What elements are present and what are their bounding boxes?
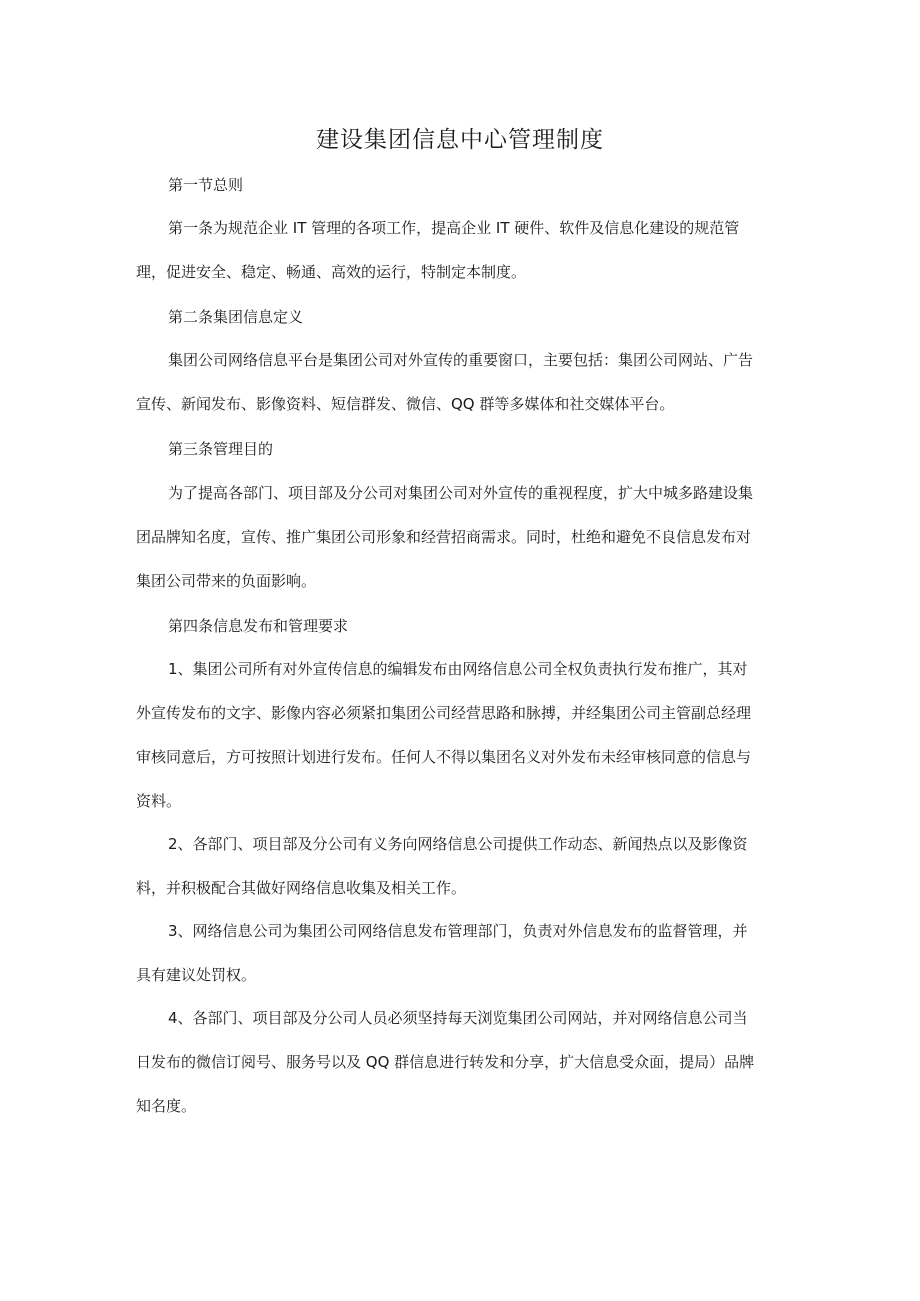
paragraph-line: 理，促进安全、稳定、畅通、高效的运行，特制定本制度。 — [136, 263, 527, 281]
article-3-heading: 第三条管理目的 — [168, 440, 274, 458]
paragraph-line: 料，并积极配合其做好网络信息收集及相关工作。 — [136, 879, 467, 897]
paragraph-line: 团品牌知名度，宣传、推广集团公司形象和经营招商需求。同时，杜绝和避免不良信息发布对 — [136, 528, 752, 546]
section-heading: 第一节总则 — [168, 176, 244, 194]
paragraph-line: 集团公司带来的负面影响。 — [136, 572, 317, 590]
paragraph-line: 1、集团公司所有对外宣传信息的编辑发布由网络信息公司全权负责执行发布推广，其对 — [168, 660, 748, 678]
requirement-3-paragraph — [136, 909, 782, 997]
paragraph-line: 日发布的微信订阅号、服务号以及 QQ 群信息进行转发和分享，扩大信息受众面，提局）品牌 — [136, 1053, 755, 1071]
article-1-paragraph — [136, 206, 782, 294]
requirement-4-paragraph — [136, 996, 782, 1128]
paragraph-line: 3、网络信息公司为集团公司网络信息发布管理部门，负责对外信息发布的监督管理，并 — [168, 922, 748, 940]
paragraph-line: 4、各部门、项目部及分公司人员必须坚持每天浏览集团公司网站，并对网络信息公司当 — [168, 1009, 748, 1027]
article-2-paragraph — [136, 338, 782, 426]
paragraph-line: 2、各部门、项目部及分公司有义务向网络信息公司提供工作动态、新闻热点以及影像资 — [168, 835, 748, 853]
requirement-2-paragraph — [136, 822, 782, 910]
paragraph-line: 具有建议处罚权。 — [136, 966, 257, 984]
paragraph-line: 第一条为规范企业 IT 管理的各项工作，提高企业 IT 硬件、软件及信息化建设的规范管 — [168, 219, 740, 237]
paragraph-line: 集团公司网络信息平台是集团公司对外宣传的重要窗口，主要包括：集团公司网站、广告 — [168, 351, 754, 369]
requirement-1-paragraph — [136, 647, 782, 823]
article-2-heading: 第二条集团信息定义 — [168, 308, 304, 326]
article-3-paragraph — [136, 471, 782, 603]
paragraph-line: 为了提高各部门、项目部及分公司对集团公司对外宣传的重视程度，扩大中城多路建设集 — [168, 484, 754, 502]
paragraph-line: 知名度。 — [136, 1097, 197, 1115]
article-4-heading: 第四条信息发布和管理要求 — [168, 617, 349, 635]
paragraph-line: 资料。 — [136, 792, 182, 810]
paragraph-line: 审核同意后，方可按照计划进行发布。任何人不得以集团名义对外发布未经审核同意的信息与 — [136, 748, 752, 766]
document-title: 建设集团信息中心管理制度 — [316, 127, 604, 153]
paragraph-line: 外宣传发布的文字、影像内容必须紧扣集团公司经营思路和脉搏，并经集团公司主管副总经理 — [136, 704, 752, 722]
paragraph-line: 宣传、新闻发布、影像资料、短信群发、微信、QQ 群等多媒体和社交媒体平台。 — [136, 395, 675, 413]
